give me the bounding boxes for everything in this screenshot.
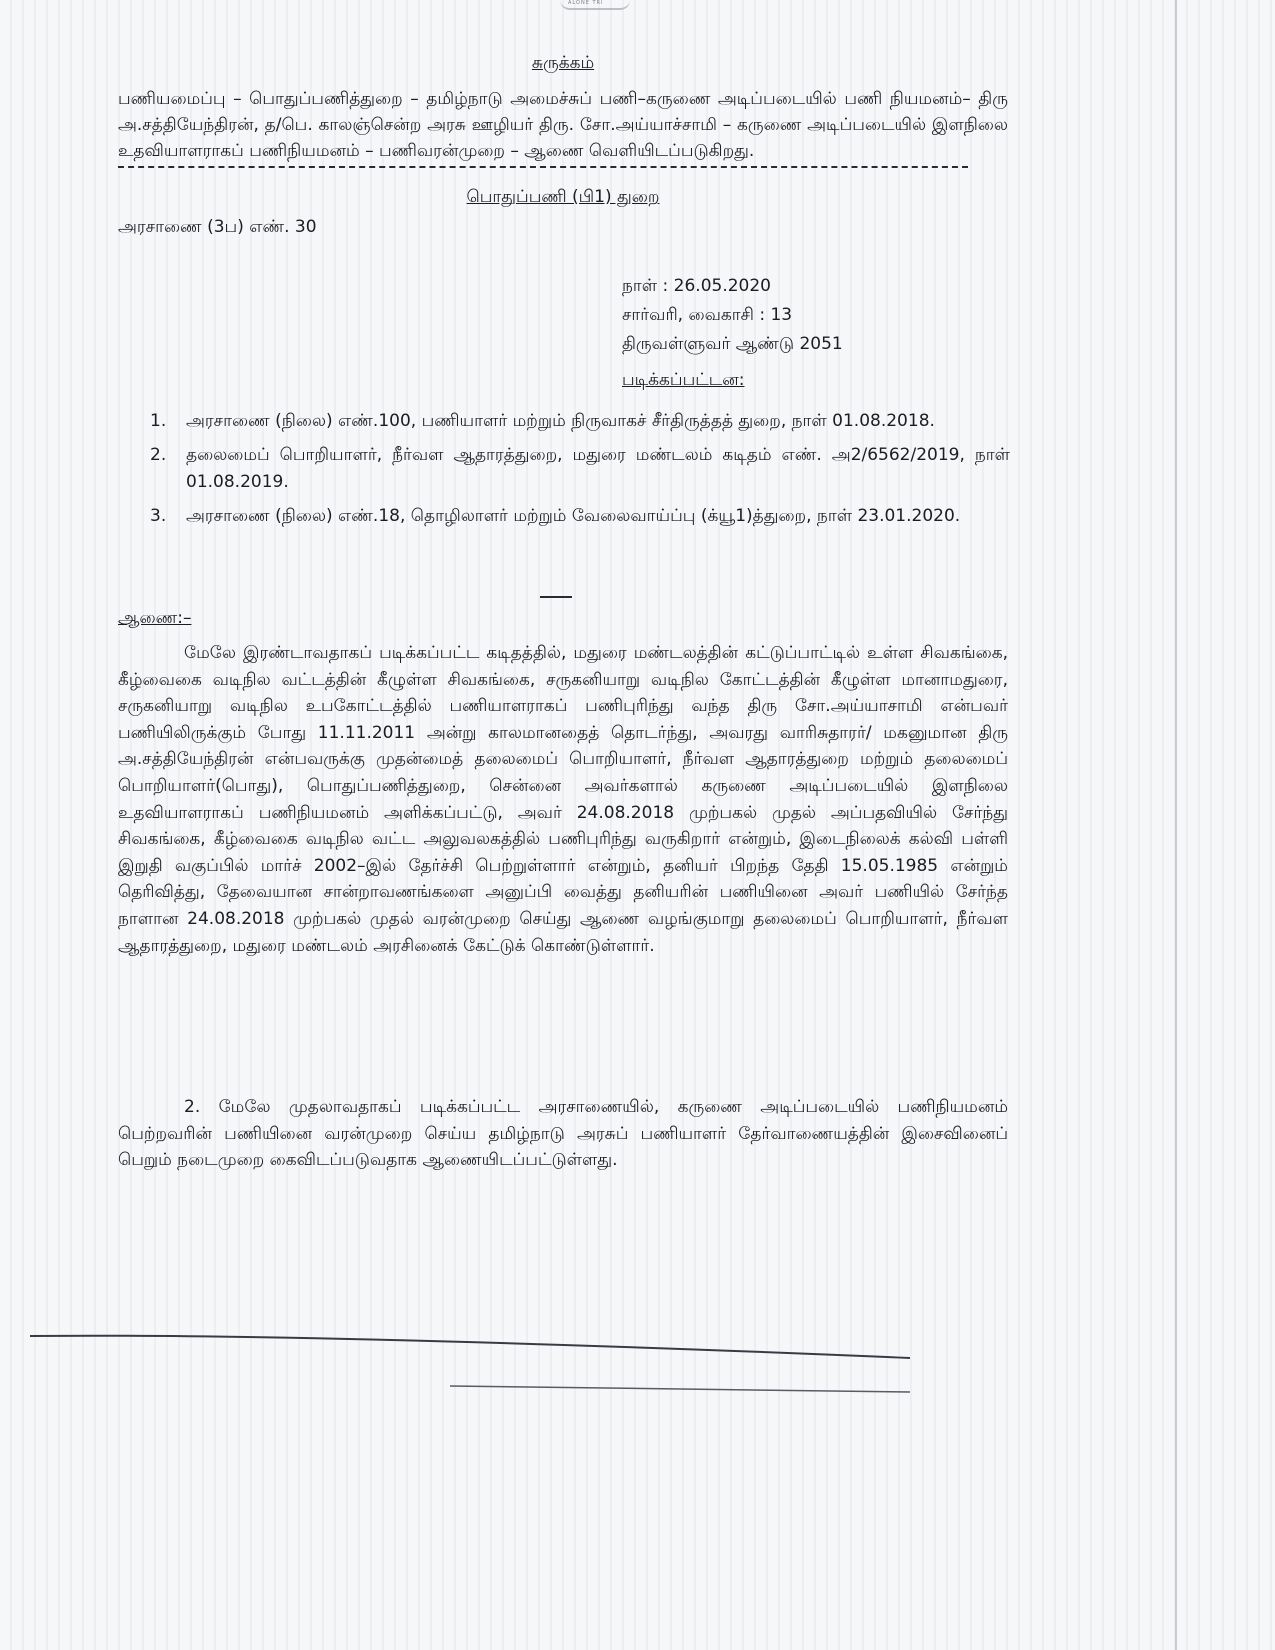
reference-number: 2.: [150, 445, 167, 465]
order-paragraph-1: மேலே இரண்டாவதாகப் படிக்கப்பட்ட கடிதத்தில், மதுரை மண்டலத்தின் கட்டுப்பாட்டில் உள்ள சிவகங்கை, கீழ்வைகை வடிநில வட்டத்தின் கீழுள்ள சிவகங்கை, சருகனியாறு வடிநில கோட்டத்தின் கீழுள்ள மானாமதுரை, சருகனியாறு வடிநில உபகோட்டத்தில் பணியாளராகப் பணிபுரிந்து வந்த திரு சோ.அய்யாசாமி என்பவர் பணியிலிருக்கும் போது 11.11.2011 அன்று காலமானதைத் தொடர்ந்து, அவரது வாரிசுதாரர்/ மகனுமான திரு அ.சத்தியேந்திரன் என்பவருக்கு முதன்மைத் தலைமைப் பொறியாளர், நீர்வள ஆதாரத்துறை மற்றும் தலைமைப் பொறியாளர்(பொது), பொதுப்பணித்துறை, சென்னை அவர்களால் கருணை அடிப்படையில் இளநிலை உதவியாளராகப் பணிநியமனம் அளிக்கப்பட்டு, அவர் 24.08.2018 முற்பகல் முதல் அப்பதவியில் சேர்ந்து சிவகங்கை, கீழ்வைகை வடிநில வட்ட அலுவலகத்தில் பணிபுரிந்து வருகிறார் என்றும், இடைநிலைக் கல்வி பள்ளி இறுதி வகுப்பில் மார்ச் 2002–இல் தேர்ச்சி பெற்றுள்ளார் என்றும், தனியர் பிறந்த தேதி 15.05.1985 என்றும் தெரிவித்து, தேவையான சான்றாவணங்களை அனுப்பி வைத்து தனியரின் பணியினை அவர் பணியில் சேர்ந்த நாளான 24.08.2018 முற்பகல் முதல் வரன்முறை செய்து ஆணை வழங்குமாறு தலைமைப் பொறியாளர், நீர்வள ஆதாரத்துறை, மதுரை மண்டலம் அரசினைக் கேட்டுக் கொண்டுள்ளார்.: [118, 643, 1008, 956]
go-number-row: [118, 214, 1008, 240]
dashed-divider: [118, 166, 968, 170]
seal-stamp-text: ALONE TRI: [568, 0, 604, 6]
footer-scan-line: [30, 1328, 910, 1398]
section-separator: [540, 596, 572, 598]
reference-number: 1.: [150, 411, 167, 431]
thiruvalluvar-year: திருவள்ளுவர் ஆண்டு 2051: [622, 334, 843, 354]
go-number: அரசாணை (3ப) எண். 30: [118, 217, 317, 237]
references-title: படிக்கப்பட்டன:: [622, 370, 745, 390]
department-title: பொதுப்பணி (பி1) துறை: [466, 187, 660, 207]
tamil-month-date: சார்வரி, வைகாசி : 13: [622, 305, 793, 325]
reference-text: அரசாணை (நிலை) எண்.18, தொழிலாளர் மற்றும் வேலைவாய்ப்பு (க்யூ1)த்துறை, நாள் 23.01.2020.: [186, 506, 961, 526]
reference-number: 3.: [150, 506, 167, 526]
order-paragraph-2: 2. மேலே முதலாவதாகப் படிக்கப்பட்ட அரசாணையில், கருணை அடிப்படையில் பணிநியமனம் பெற்றவரின் பணியினை வரன்முறை செய்ய தமிழ்நாடு அரசுப் பணியாளர் தேர்வாணையத்தின் இசைவினைப் பெறும் நடைமுறை கைவிடப்படுவதாக ஆணையிடப்பட்டுள்ளது.: [118, 1097, 1008, 1171]
reference-item: [150, 442, 1010, 496]
order-heading: ஆணை:–: [118, 608, 192, 628]
references-list: [150, 408, 1010, 537]
summary-text: பணியமைப்பு – பொதுப்பணித்துறை – தமிழ்நாடு அமைச்சுப் பணி–கருணை அடிப்படையில் பணி நியமனம்– திரு அ.சத்தியேந்திரன், த/பெ. காலஞ்சென்ற அரசு ஊழியர் திரு. சோ.அய்யாச்சாமி – கருணை அடிப்படையில் இளநிலை உதவியாளராகப் பணிநியமனம் – பணிவரன்முறை – ஆணை வெளியிடப்படுகிறது.: [118, 89, 1008, 161]
header-section: [118, 50, 1008, 240]
reference-item: [150, 408, 1010, 435]
reference-text: அரசாணை (நிலை) எண்.100, பணியாளர் மற்றும் நிருவாகச் சீர்திருத்தத் துறை, நாள் 01.08.2018.: [186, 411, 935, 431]
reference-item: [150, 503, 1010, 530]
page-edge-line: [1175, 0, 1177, 1650]
reference-text: தலைமைப் பொறியாளர், நீர்வள ஆதாரத்துறை, மதுரை மண்டலம் கடிதம் எண். அ2/6562/2019, நாள் 01.08.2019.: [186, 445, 1010, 492]
date-line: நாள் : 26.05.2020: [622, 276, 771, 296]
date-block: [622, 272, 922, 359]
summary-title: சுருக்கம்: [531, 53, 595, 73]
